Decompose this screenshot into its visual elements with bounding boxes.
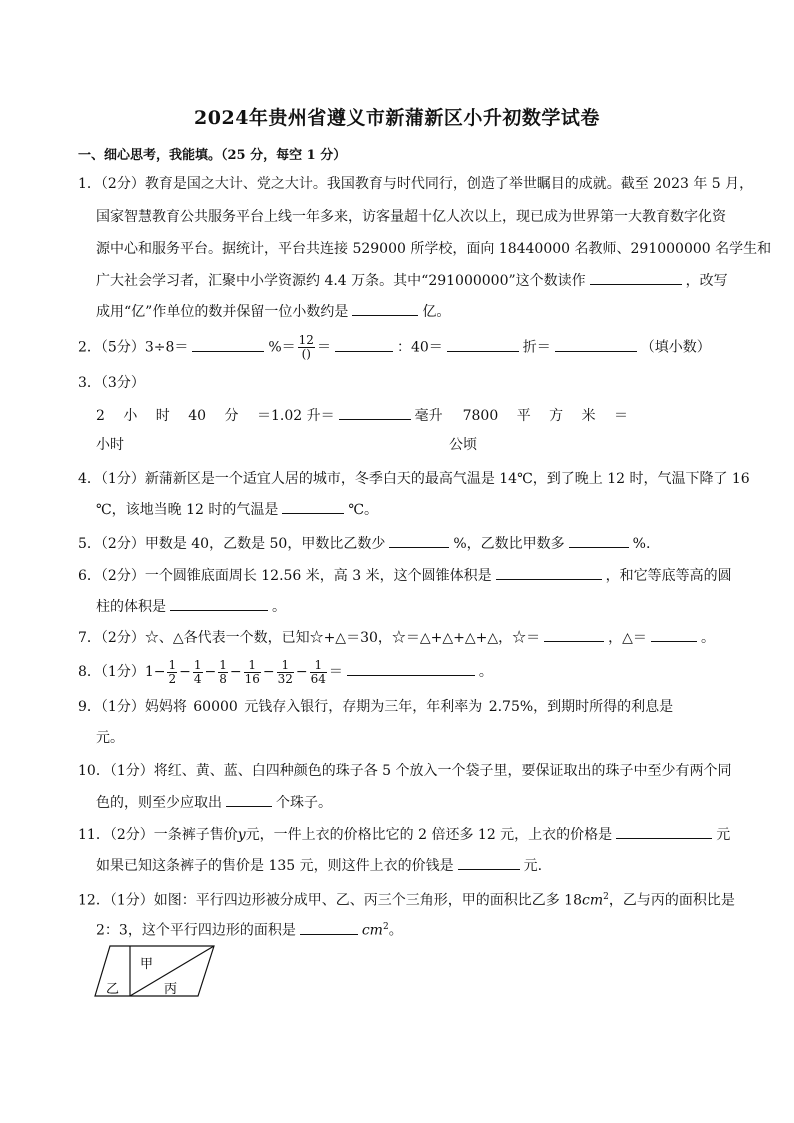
section-heading: 一、细心思考，我能填。（25 分，每空 1 分） xyxy=(78,148,347,163)
q5-blank-1[interactable] xyxy=(389,533,449,548)
q2-text-a: 2．（5分）3÷8＝ xyxy=(78,339,189,356)
q8-frac-num: 1 xyxy=(168,657,177,672)
q8-one: 1 xyxy=(144,664,154,680)
q11-text-e: 元. xyxy=(523,858,543,874)
q8-fraction-series xyxy=(153,657,329,686)
q8-minus: − xyxy=(153,664,166,680)
q6-blank-1[interactable] xyxy=(496,565,602,580)
q3-text-b: 1.02 升＝ xyxy=(270,408,335,424)
q4-line1: 4．（1分）新蒲新区是一个适宜人居的城市，冬季白天的最高气温是 14℃，到了晚上 12 时，气温下降了 16 xyxy=(78,471,750,487)
q3-line xyxy=(96,405,628,426)
q10-line2 xyxy=(96,792,332,813)
q11-text-c: 元 xyxy=(716,827,731,843)
q10-line1: 10．（1分）将红、黄、蓝、白四种颜色的珠子各 5 个放入一个袋子里，要保证取出的珠子中至少有两个同 xyxy=(78,763,732,779)
q3-unit-hectare: 公顷 xyxy=(449,437,477,453)
q3-text-d: 7800 平 方 米 ＝ xyxy=(462,408,629,424)
q8-frac-den: 64 xyxy=(310,671,326,686)
q12-text-a: 12．（1分）如图：平行四边形被分成甲、乙、丙三个三角形，甲的面积比乙多 18 xyxy=(78,892,582,909)
q2-line xyxy=(78,334,711,361)
q5-text-b: %，乙数比甲数多 xyxy=(453,536,565,552)
q2-frac-num: 12 xyxy=(298,333,314,347)
q1-line3: 源中心和服务平台。据统计，平台共连接 529000 所学校，面向 18440000 名教师、291000000 名学生和 xyxy=(96,241,772,257)
q12-line1 xyxy=(78,887,735,911)
q7-text-c: 。 xyxy=(700,630,715,646)
q5-line xyxy=(78,533,650,554)
q12-text-c: 2：3，这个平行四边形的面积是 xyxy=(96,922,296,939)
q10-text-a: 色的，则至少应取出 xyxy=(96,795,222,811)
q5-text-c: %. xyxy=(632,536,651,552)
q3-text-c: 毫升 xyxy=(414,408,443,424)
q1-line4-text: 广大社会学习者，汇聚中小学资源约 4.4 万条。其中“291000000”这个数读作 xyxy=(96,273,586,289)
q12-text-d: 。 xyxy=(388,922,403,939)
q12-blank[interactable] xyxy=(300,920,358,935)
q7-text-b: ，△＝ xyxy=(608,630,647,646)
q2-blank-3[interactable] xyxy=(447,337,519,352)
q2-blank-4[interactable] xyxy=(555,337,637,352)
q1-line1: 1．（2分）教育是国之大计、党之大计。我国教育与时代同行，创造了举世瞩目的成就。截至 2023 年 5 月， xyxy=(78,176,754,192)
q2-blank-2[interactable] xyxy=(335,337,393,352)
q10-blank[interactable] xyxy=(226,792,272,807)
q2-text-c: ＝ xyxy=(316,339,331,356)
q8-line xyxy=(78,655,493,689)
q11-text-d: 如果已知这条裤子的售价是 135 元，则这件上衣的价钱是 xyxy=(96,858,454,874)
q1-line4-tail: ，改写 xyxy=(685,273,728,289)
q11-var-y: y xyxy=(237,827,246,843)
label-yi: 乙 xyxy=(106,982,120,997)
q8-frac-num: 1 xyxy=(244,659,261,673)
label-jia: 甲 xyxy=(140,957,154,972)
page-title: 2024年贵州省遵义市新蒲新区小升初数学试卷 xyxy=(194,107,600,129)
q8-frac-den: 2 xyxy=(168,671,177,686)
q4-blank[interactable] xyxy=(282,499,344,514)
q8-frac-num: 1 xyxy=(310,659,327,673)
q7-text-a: 7．（2分）☆、△各代表一个数，已知☆+△＝30，☆＝△+△+△+△，☆＝ xyxy=(78,630,541,646)
q8-fraction xyxy=(218,659,228,686)
q6-line1 xyxy=(78,565,732,586)
q7-blank-2[interactable] xyxy=(651,627,697,642)
q2-text-b: %＝ xyxy=(268,339,296,356)
q12-line2 xyxy=(96,917,403,941)
q8-frac-num: 1 xyxy=(277,659,294,673)
q9-line1: 9．（1分）妈妈将 60000 元钱存入银行，存期为三年，年利率为 2.75%，到期时所得的利息是 xyxy=(78,699,674,715)
q4-line2-tail: ℃。 xyxy=(348,502,379,518)
q8-fraction xyxy=(167,659,177,686)
q9-line2: 元。 xyxy=(96,730,124,746)
q6-blank-2[interactable] xyxy=(170,596,268,611)
q11-line1 xyxy=(78,824,730,845)
q3-text-a: 2 小 时 40 分 ＝ xyxy=(96,408,271,424)
q3-blank-1[interactable] xyxy=(339,405,411,420)
q2-text-e: 折＝ xyxy=(522,339,551,356)
q8-minus: − xyxy=(179,664,191,680)
q6-line2 xyxy=(96,596,286,617)
q2-blank-1[interactable] xyxy=(192,337,264,352)
q1-line4 xyxy=(96,270,728,291)
q6-text-a: 6．（2分）一个圆锥底面周长 12.56 米，高 3 米，这个圆锥体积是 xyxy=(78,568,492,584)
q8-fraction xyxy=(244,659,261,686)
q6-text-b: ，和它等底等高的圆 xyxy=(605,568,732,584)
q8-fraction xyxy=(310,659,327,686)
q3-head: 3．（3分） xyxy=(78,375,145,391)
q11-text-a: 11．（2分）一条裤子售价 xyxy=(78,827,238,843)
q12-text-b: ，乙与丙的面积比是 xyxy=(608,892,735,909)
parallelogram-figure xyxy=(94,944,218,1000)
q1-blank-yi[interactable] xyxy=(352,301,418,316)
q11-line2 xyxy=(96,855,542,876)
q6-text-c: 柱的体积是 xyxy=(96,599,166,615)
q1-line5 xyxy=(96,301,450,322)
q8-frac-den: 4 xyxy=(193,671,202,686)
q8-fraction xyxy=(277,659,294,686)
q8-frac-num: 1 xyxy=(193,657,202,672)
q8-frac-den: 32 xyxy=(277,671,293,686)
q7-blank-1[interactable] xyxy=(544,627,604,642)
q2-text-d: ：40＝ xyxy=(396,339,443,356)
q8-frac-den: 8 xyxy=(219,671,227,686)
q7-line xyxy=(78,627,715,648)
q12-unit-sup: 2 xyxy=(603,892,609,902)
q3-unit-hour: 小时 xyxy=(96,437,124,453)
label-bing: 丙 xyxy=(164,982,178,997)
q8-fraction xyxy=(193,659,203,686)
q11-blank-2[interactable] xyxy=(458,855,520,870)
q2-fraction xyxy=(298,334,315,361)
q8-minus: − xyxy=(262,664,275,680)
q8-minus: − xyxy=(229,664,242,680)
q10-text-b: 个珠子。 xyxy=(276,795,332,811)
q8-head: 8．（1分） xyxy=(78,664,145,680)
q1-line2: 国家智慧教育公共服务平台上线一年多来，访客量超十亿人次以上，现已成为世界第一大教育数字化资 xyxy=(96,209,726,225)
q11-blank-1[interactable] xyxy=(616,824,712,839)
q8-frac-num: 1 xyxy=(219,657,227,672)
q8-frac-den: 16 xyxy=(244,671,260,686)
q1-line5-tail: 亿。 xyxy=(422,304,451,320)
q8-blank[interactable] xyxy=(347,661,475,676)
q8-minus: − xyxy=(295,664,308,680)
q6-text-d: 。 xyxy=(272,599,286,615)
q12-unit-2: cm xyxy=(361,922,383,939)
q12-unit: cm xyxy=(581,892,604,909)
q4-line2 xyxy=(96,499,378,520)
q5-text-a: 5．（2分）甲数是 40，乙数是 50，甲数比乙数少 xyxy=(78,536,386,552)
q1-line5-text: 成用“亿”作单位的数并保留一位小数约是 xyxy=(96,304,349,320)
q4-line2-text: ℃，该地当晚 12 时的气温是 xyxy=(96,502,279,518)
q2-frac-den: () xyxy=(301,347,311,361)
q12-unit-sup-2: 2 xyxy=(382,922,389,932)
q2-text-f: （填小数） xyxy=(640,339,711,356)
q8-end: 。 xyxy=(478,664,493,680)
q5-blank-2[interactable] xyxy=(569,533,629,548)
q11-text-b: 元，一件上衣的价格比它的 2 倍还多 12 元，上衣的价格是 xyxy=(245,827,613,843)
q1-blank-read[interactable] xyxy=(590,270,682,285)
q8-eq: ＝ xyxy=(328,664,343,680)
q8-minus: − xyxy=(204,664,217,680)
